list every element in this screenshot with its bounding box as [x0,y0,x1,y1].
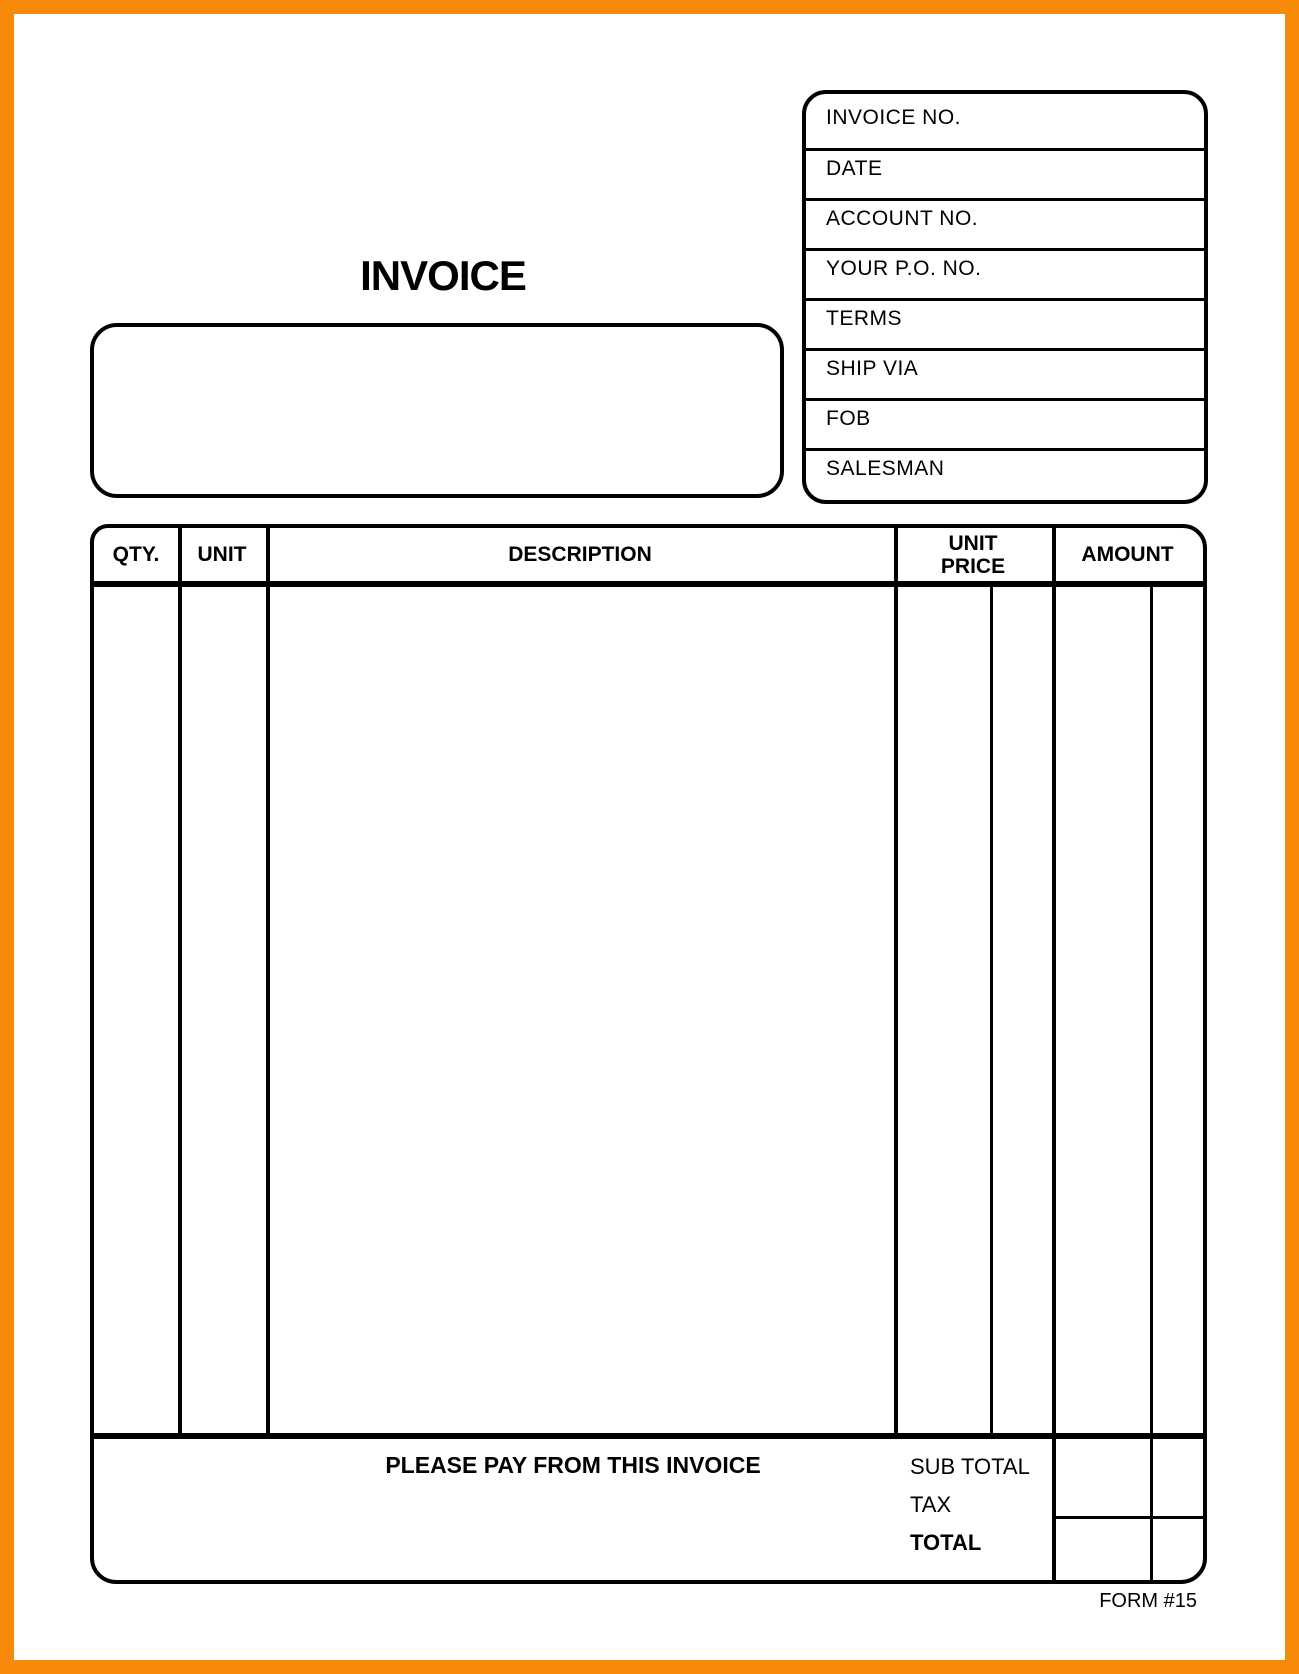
info-row-date[interactable] [806,151,1204,201]
info-row-your-po-no[interactable] [806,251,1204,301]
column-header-qty: QTY. [112,543,160,566]
unit-column-body[interactable] [182,587,266,1433]
info-row-account-no[interactable] [806,201,1204,251]
total-amount-cell[interactable] [1056,1519,1203,1580]
column-header-unit-price [894,532,1052,578]
body-bottom-rule [94,1433,1203,1439]
info-row-salesman[interactable] [806,451,1204,500]
column-header-description: DESCRIPTION [508,543,652,566]
info-row-terms[interactable] [806,301,1204,351]
tax-label: TAX [910,1492,952,1517]
your-po-no-label: YOUR P.O. NO. [826,257,982,280]
description-column-body[interactable] [270,587,894,1433]
unit-price-line2: PRICE [940,555,1006,578]
items-table [90,524,1207,1584]
customer-address-box[interactable] [90,323,784,498]
account-no-label: ACCOUNT NO. [826,207,979,230]
salesman-label: SALESMAN [826,457,945,480]
subtotal-tax-amount-cell[interactable] [1056,1439,1203,1516]
column-header-amount: AMOUNT [1081,543,1174,566]
info-row-fob[interactable] [806,401,1204,451]
amount-column-body[interactable] [1056,587,1203,1433]
invoice-no-label: INVOICE NO. [826,106,962,129]
sub-total-label: SUB TOTAL [910,1454,1030,1479]
ship-via-label: SHIP VIA [826,357,919,380]
terms-label: TERMS [826,307,902,330]
page-title: INVOICE [360,252,526,299]
date-label: DATE [826,157,883,180]
unit-price-line1: UNIT [948,532,998,555]
form-number: FORM #15 [1099,1590,1197,1612]
qty-column-body[interactable] [94,587,178,1433]
total-label: TOTAL [910,1530,982,1555]
pay-notice: PLEASE PAY FROM THIS INVOICE [385,1452,761,1478]
info-row-ship-via[interactable] [806,351,1204,401]
info-row-invoice-no[interactable] [806,94,1204,151]
fob-label: FOB [826,407,871,430]
invoice-info-box [802,90,1208,504]
unit-price-column-body[interactable] [898,587,1052,1433]
column-header-unit: UNIT [197,543,247,566]
